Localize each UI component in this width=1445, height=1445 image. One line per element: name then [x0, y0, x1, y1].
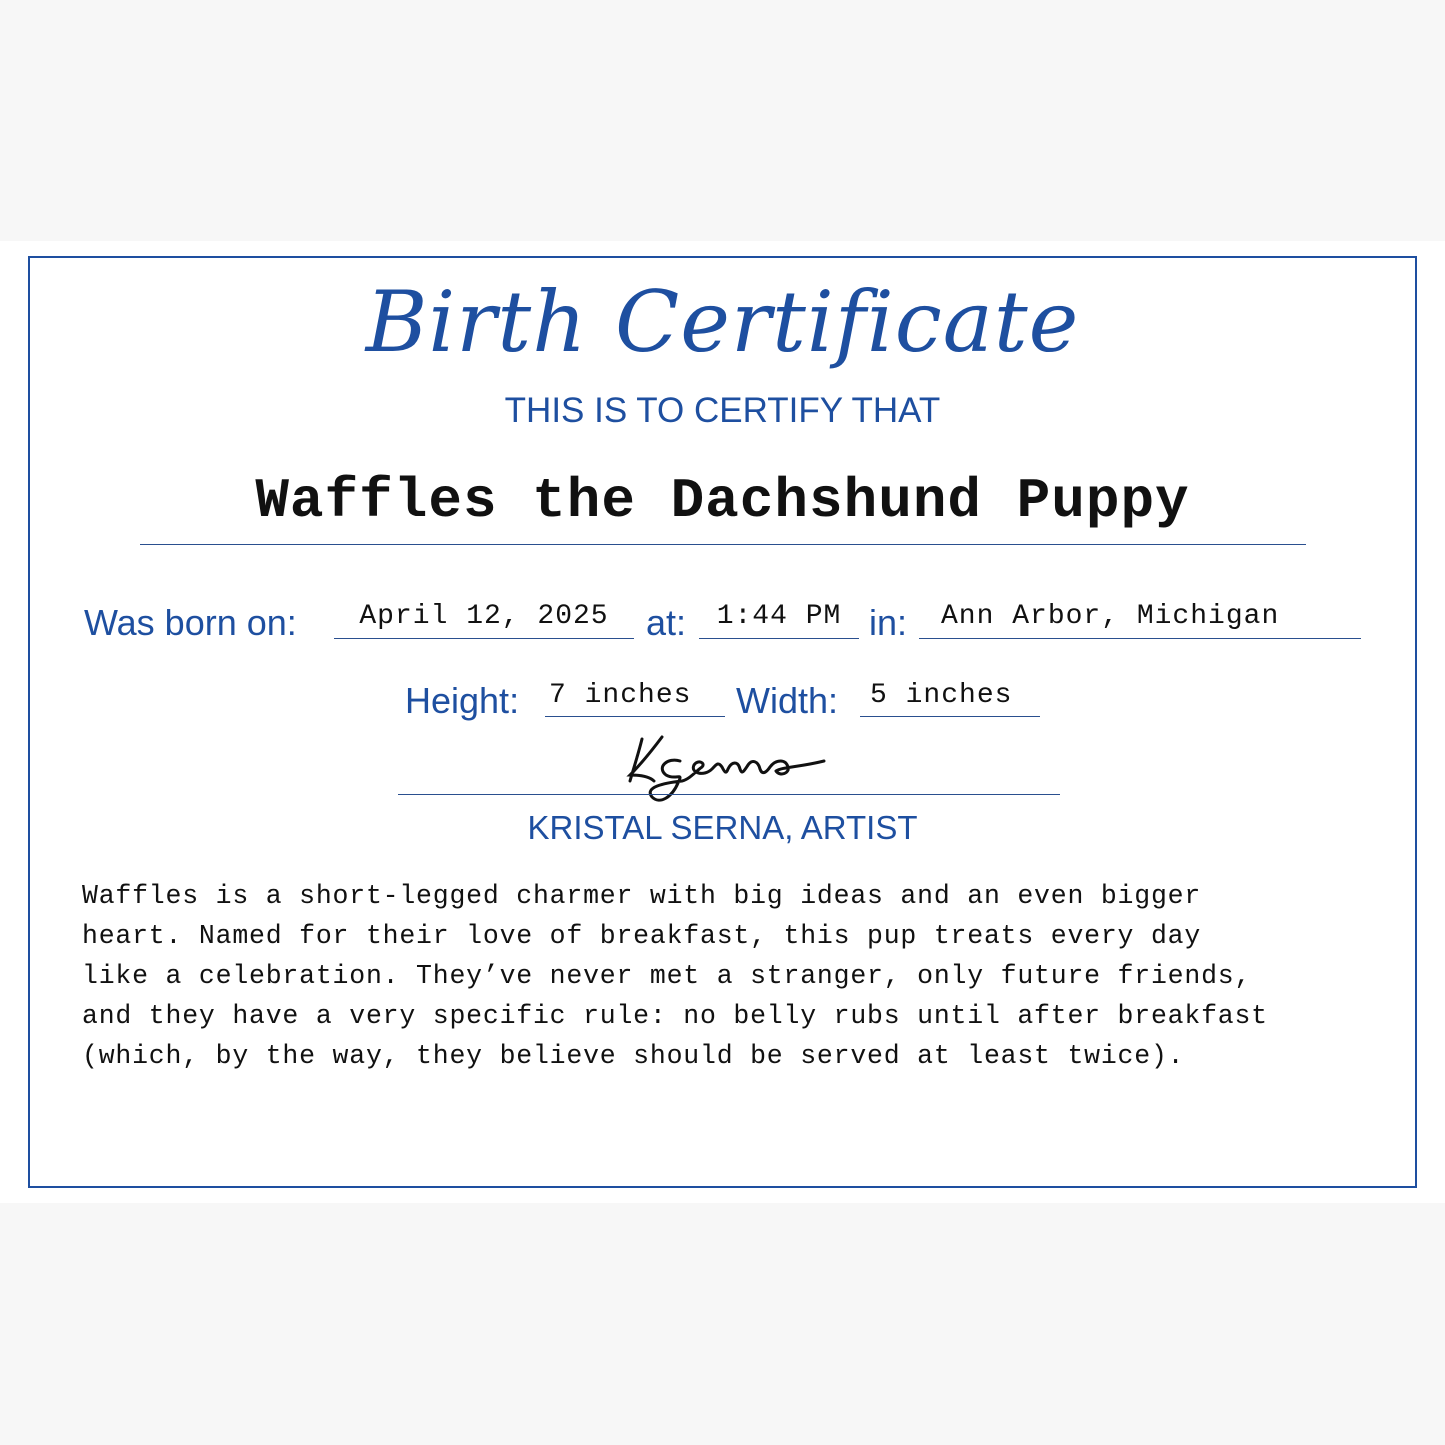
at-underline [699, 638, 859, 639]
name-underline [140, 544, 1306, 545]
in-underline [919, 638, 1361, 639]
width-underline [860, 716, 1040, 717]
pet-name: Waffles the Dachshund Puppy [255, 469, 1190, 533]
in-value: Ann Arbor, Michigan [941, 601, 1280, 632]
certificate-sheet [0, 241, 1445, 1203]
pet-description: Waffles is a short-legged charmer with big ideas and an even bigger heart. Named for their love of breakfast, this pup treats every day like a celebration. They’ve never met a stranger, only future friends, and they have a very specific rule: no belly rubs until after breakfast (which, by the way, they believe should be served at least twice). [82, 881, 1268, 1071]
artist-name: KRISTAL SERNA, ARTIST [527, 809, 918, 846]
width-label: Width: [736, 680, 839, 721]
born-value: April 12, 2025 [359, 601, 609, 632]
at-label: at: [646, 602, 687, 643]
height-label: Height: [405, 680, 520, 721]
height-value: 7 inches [549, 680, 692, 711]
height-underline [545, 716, 725, 717]
width-value: 5 inches [870, 680, 1013, 711]
certificate-title: Birth Certificate [365, 273, 1080, 371]
artist-signature [620, 731, 830, 811]
certificate-subtitle: THIS IS TO CERTIFY THAT [504, 391, 941, 430]
at-value: 1:44 PM [716, 601, 842, 632]
signature-line [398, 794, 1060, 795]
born-label: Was born on: [84, 602, 297, 643]
in-label: in: [869, 602, 908, 643]
born-underline [334, 638, 634, 639]
